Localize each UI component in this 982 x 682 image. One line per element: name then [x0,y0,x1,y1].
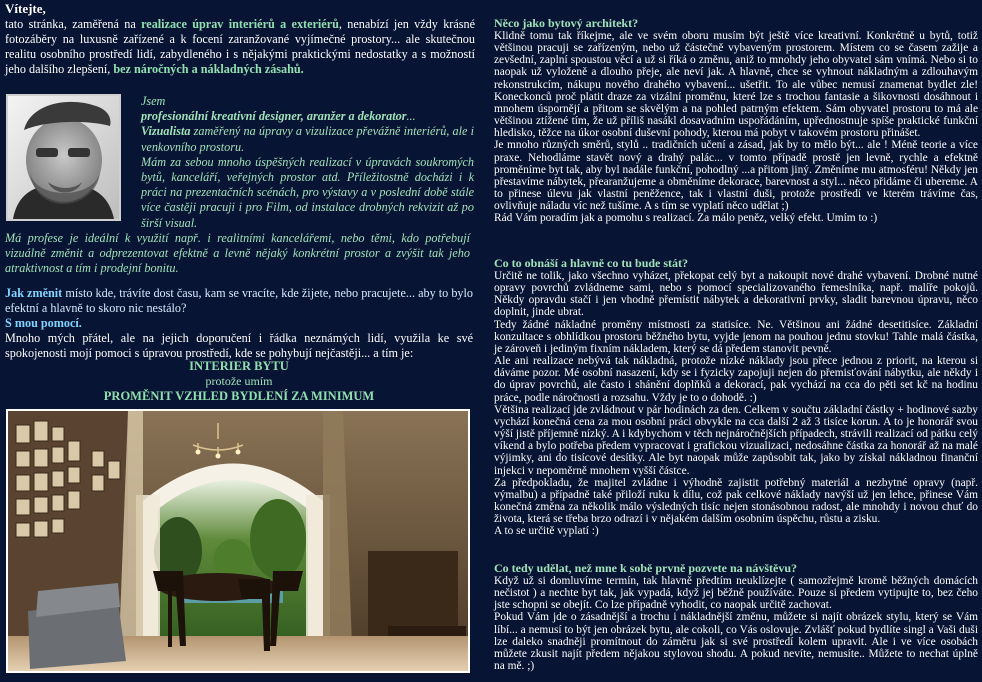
room-image [8,411,468,671]
change-answer: S mou pomocí. [5,315,82,330]
cost-paragraph-6: A to se určitě vyplatí :) [494,525,599,538]
bio-visualist [141,124,474,154]
bio-block [141,94,474,231]
intro-text-c: , nenabízí jen vždy krásné fotozáběry na luxusně zařízené a k focení zaranžované vyjímečné prostory... ale skutečnou realitu osobního prostředí lidí, zabydleného i s nějakými praktickými nedostatky a s možností jeho dalšího zlepšení, [5,16,476,76]
intro-block [5,2,475,77]
bio-ellipsis: ... [406,109,416,124]
bio-experience: Mám za sebou mnoho úspěšných realizací v úpravách soukromých bytů, kanceláří, veřejných prostor atd. Příležitostně docházi i k práci na prezentačních scénách, pro výstavy a v poslední době stále více častěji pracuji i pro Film, od instalace drobných rekvizit až po širší visual. [141,154,474,230]
slogan-because: protože umím [205,374,273,388]
section-visit-body [494,575,978,672]
visit-paragraph-2: Pokud Vám jde o zásadnější a trochu i nákladnější změnu, můžete si najít obrázek stylu, který se Vám líbí... a nemusí to být jen obrázek bytu, ale cokoli, co Vás oslovuje. Zvlášť pokud bydlíte singl a Vaši duši lze daleko snadněji promítnout do záměru jak si své prostředí kolem upravit. Ale i ve více osobách můžete zkusit najít předem nějakou stylovou shodu. A pokud nevíte, nemusíte.. Můžete to nechat úplně na mě. ;) [494,611,978,673]
section-visit-heading: Co tedy udělat, než mne k sobě prvně pozvete na návštěvu? [494,561,797,575]
section-cost-heading: Co to obnáší a hlavně co tu bude stát? [494,256,689,270]
left-column [0,0,488,682]
section-architect [494,16,978,225]
intro-paragraph [5,17,475,77]
welcome-title: Vítejte, [5,1,46,16]
cost-paragraph-4: Většina realizací jde zvládnout v pár hodinách za den. Celkem v součtu základní částky + hodinové sazby vychází konečná cena za mou osobní práci obvykle na cca další 2 až 3 tisíce korun. A to je honorář svou výší jistě příjemně nízký. A i kdybychom v těch nejnáročnějších případech, strávili realizací od pátku celý víkend a bylo potřeba předem vypracovat i grafickou vizualizaci, nedosáhne částka za honorář až na malé výjimky, ani do tisícové desítky. Ale byt naopak může zapůsobit tak, jako by získal nákladnou finanční injekci v nepoměrně mnohem vyšší částce. [494,403,978,477]
portrait-image [8,96,119,219]
bio-profession-use: Má profese je ideální k využití např. i realitními kancelářemi, nebo těmi, kdo potřebují vizuálně změnit a odprezentovat efektně a levně nějaký konkrétní prostor a zvýšit tak jeho atraktivnost a tím i prodejní bonitu. [5,231,470,276]
intro-text-a: tato stránka, zaměřená na [5,16,142,31]
slogan-interior: INTERIER BYTU [189,359,289,373]
bio-profession-title: profesionální kreativní designer, aranžer a dekorator [141,109,407,124]
bio-visualist-title: Vizualista [141,124,191,139]
section-cost-body [494,270,978,537]
section-architect-heading: Něco jako bytový architekt? [494,16,639,30]
intro-highlight-services: realizace úprav interiérů a exteriérů [141,16,339,31]
visit-paragraph-1: Když už si domluvíme termín, tak hlavně předtím neuklízejte ( samozřejmě kromě běžných domácích nečistot ) a nechte byt tak, jak vypadá, když jej běžně používáte. Pouze si předem vytipujte to, bez čeho jste schopni se obejít. Co lze případně vyhodit, co naopak určitě zachovat. [494,575,978,612]
cost-paragraph-1: Určitě ne tolik, jako všechno vyházet, překopat celý byt a nakoupit nové drahé vybavení. Drobné nutné opravy povrchů zvládneme sami, nebo s pomocí specializovaného řemeslníka, např. malíře pokojů. Někdy opravdu stačí i jen vhodně přemístit nábytek a dekorativní prvky, sladit barevnou úpravu, něco doplnit, jinde ubrat. [494,270,978,319]
right-column [494,0,978,682]
change-block [5,286,473,361]
architect-paragraph-3: Rád Vám poradím jak a pomohu s realizací. Za málo peněz, velký efekt. Umím to :) [494,212,878,225]
cost-paragraph-5: Za předpokladu, že majitel zvládne i výhodně zajistit potřebný materiál a nezbytné opravy (např. výmalbu) a případně také přiloží ruku k dílu, což pak celkové náklady navýší už jen lehce, přinese Vám konečná změna za několik málo výsledných tisíc nejen stonásobnou radost, ale mnohdy i novou chuť do života, která se třeba brzo odrazí i v nějakém dalším osobním úspěchu, růstu a zisku. [494,476,978,526]
bio-intro: Jsem [141,94,166,108]
portrait-photo [6,94,121,221]
change-question-lead: Jak změnit [5,286,63,300]
section-cost [494,256,978,537]
bio-visualist-text: zaměřený na úpravy a vizulizace převážně interiérů, ale i venkovního prostoru. [141,124,474,154]
cost-paragraph-2: Tedy žádné nákladné proměny místnosti za statisíce. Ne. Většinou ani žádné desetitisíce. Základní konzultace s obhlídkou prostoru běžného bytu, vyjde jenom na pouhou jednu stovku! Tahle malá částka, je zároveň i jediným fixním nákladem, který se dá předem stanovit pevně. [494,318,978,355]
slogan-main: PROMĚNIT VZHLED BYDLENÍ ZA MINIMUM [103,389,375,403]
cost-paragraph-3: Ale ani realizace nebývá tak nákladná, protože nízké náklady jsou přece jednou z priorit, na kterou si dáváme pozor. Mé osobní nasazení, kdy se i fyzicky zapojuji nejen do přemisťování nábytku, ale někdy i do úprav povrchů, ale často i shánění doplňků a dekorací, pak vychází na cca do pěti set kč na hodinu práce, podle náročnosti a rozsahu. Vždy je to o dohodě. :) [494,355,978,404]
intro-highlight-cheap: bez náročných a nákladných zásahů. [113,61,304,76]
architect-paragraph-2: Je mnoho různých směrů, stylů .. tradičních učení a zásad, jak by to mělo být... ale ! Méně teorie a více praxe. Nehodláme stavět nový a drahý palác... v tomto případě prostě jen levně, rychle a efektně proměníme byt tak, aby byl nadále funkční, pohodlný ...a přitom jiný. Změníme mu atmosféru! Někdy jen přestavíme nábytek, přearanžujeme a obměníme dekorace, barevnost a styl... něco přidáme či ubereme. A to přinese úlevu jak vlastní peněžence, tak i vlastní duši, protože prostředí ve kterém trávíme čas, ovlivňuje náladu víc než tušíme. A s tím se vyplatí něco udělat ;) [494,139,978,213]
bio-profession [141,109,474,124]
section-visit [494,561,978,672]
change-testimonial: Mnoho mých přátel, ale na jejich doporučení i řádka neznámých lidí, využila ke své spokojenosti mojí pomoci s úpravou prostředí, kde se pohybují nejčastěji... a tím je: [5,330,473,360]
section-architect-body [494,30,978,225]
room-photo [6,409,470,673]
architect-paragraph-1: Klidně tomu tak říkejme, ale ve svém oboru musím být ještě více kreativní. Konkrétně u bytů, totiž většinou pracuji se zařízeným, nebo už částečně vybaveným prostorem. Místem co se časem zažije a zevšední, zaplní spoustou věcí a už si říká o změnu, aniž to mnohdy jeho obyvatel sám vnímá. Nebo si to naopak už vyloženě a dlouho přeje, ale neví jak. A hlavně, chce se vyhnout nákladným a zdlouhavým rekonstrukcím, nákupu nového drahého vybavení... ušetřit. To ale vůbec nemusí znamenat bydlet zle! Koneckonců proč platit draze za vizální proměnu, které lze s trochou fantasie a šikovnosti dosáhnout i mnohem úspornějí a přitom se skvělým a na pohled patrným efektem. Sám obyvatel prostoru to má ale většinou ztížené tím, že už příliš nasákl dosavadním uspořádáním, upřednostnuje spíše praktické funkční hledisko, těžce na úkor osobní duševní pohody, kterou má pobyt v takovém prostoru přinášet. [494,30,978,140]
change-question [5,286,473,316]
slogan-block [5,359,473,404]
change-question-text: místo kde, trávíte dost času, kam se vracíte, kde žijete, nebo pracujete... aby to bylo efektní a hlavně to skoro nic nestálo? [5,286,473,315]
